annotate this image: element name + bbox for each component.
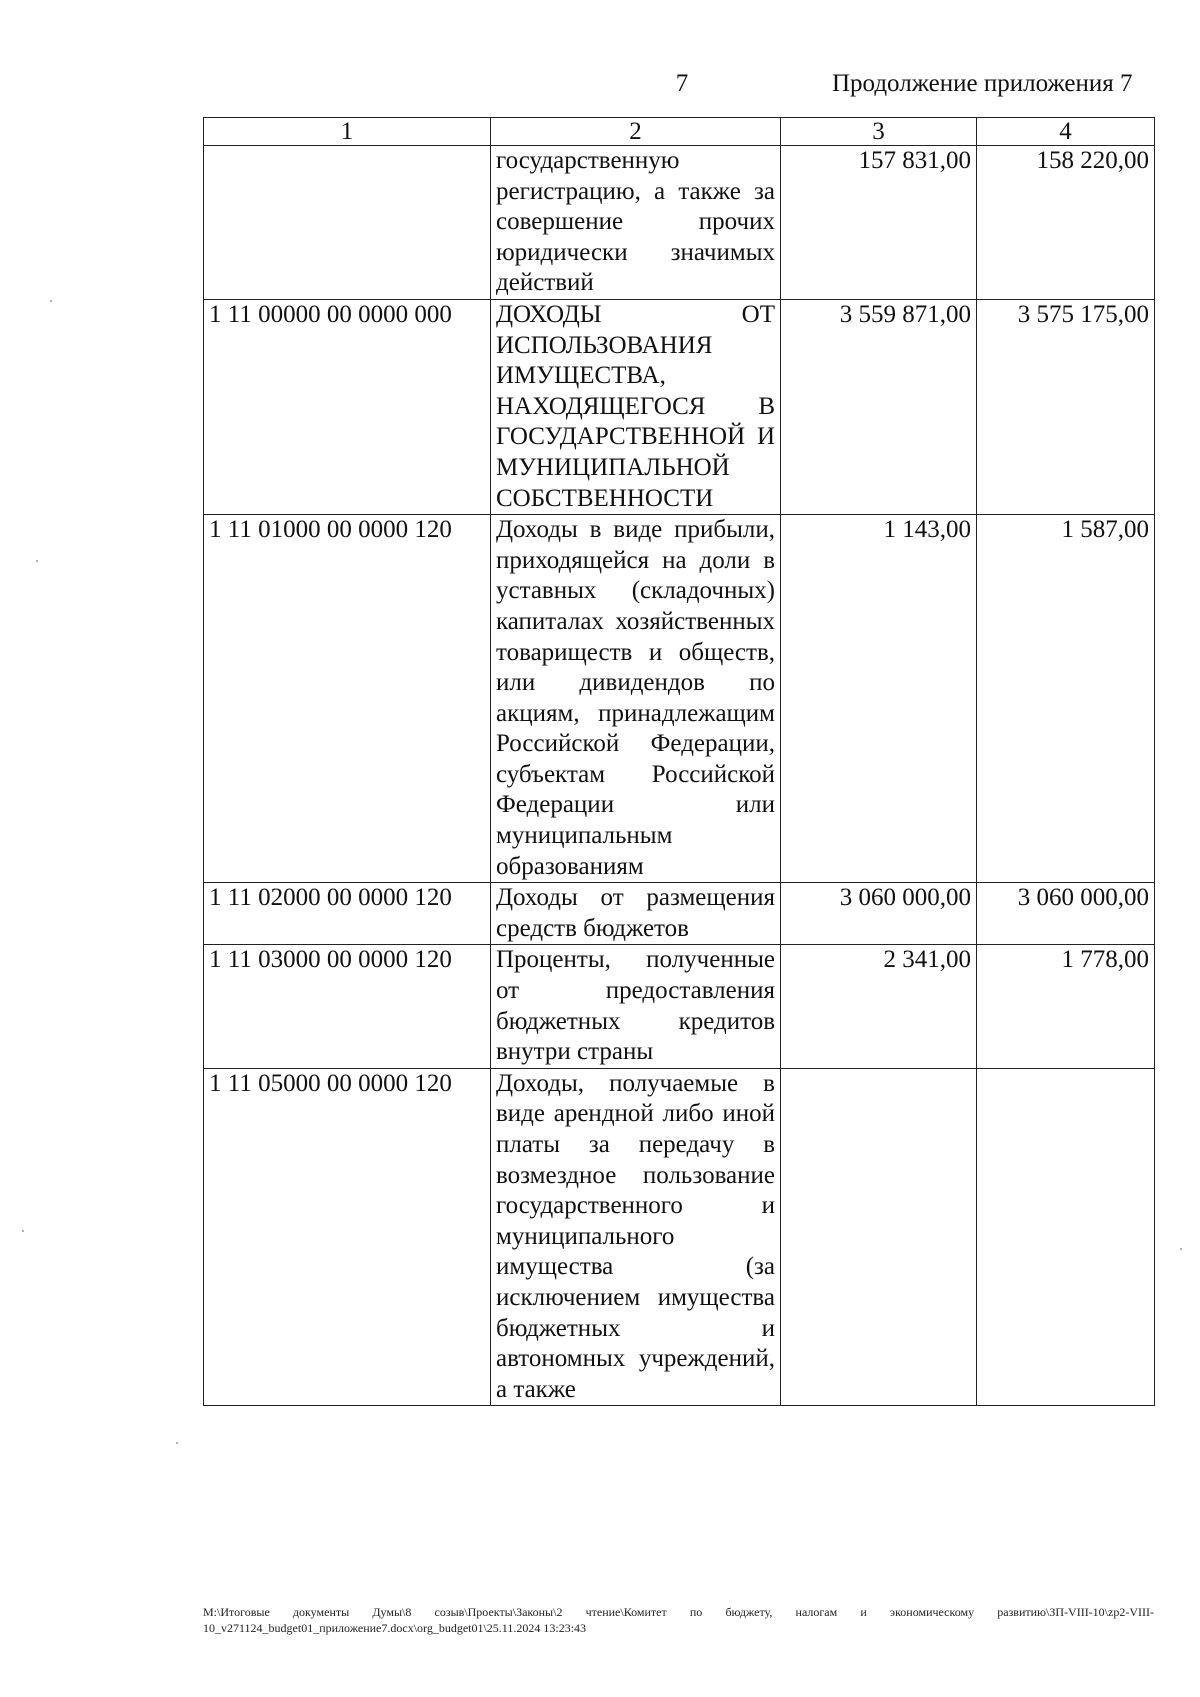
column-header-1: 1 xyxy=(204,118,491,146)
scan-speck xyxy=(22,1230,24,1232)
scan-speck xyxy=(1180,1248,1182,1250)
row-value-col3: 157 831,00 xyxy=(781,146,977,300)
table-row xyxy=(204,515,1155,883)
row-value-col4: 158 220,00 xyxy=(977,146,1155,300)
row-name: Доходы от размещения средств бюджетов xyxy=(491,883,781,945)
column-header-2: 2 xyxy=(491,118,781,146)
row-value-col3: 1 143,00 xyxy=(781,515,977,883)
row-value-col4: 1 587,00 xyxy=(977,515,1155,883)
row-value-col4: 1 778,00 xyxy=(977,945,1155,1068)
continuation-title: Продолжение приложения 7 xyxy=(832,70,1133,97)
row-code: 1 11 03000 00 0000 120 xyxy=(204,945,491,1068)
table-row xyxy=(204,1068,1155,1406)
column-header-3: 3 xyxy=(781,118,977,146)
table-row xyxy=(204,299,1155,514)
row-code: 1 11 05000 00 0000 120 xyxy=(204,1068,491,1406)
row-value-col4 xyxy=(977,1068,1155,1406)
row-value-col3: 2 341,00 xyxy=(781,945,977,1068)
budget-table xyxy=(203,117,1155,1406)
page-number: 7 xyxy=(675,70,689,97)
row-value-col4: 3 575 175,00 xyxy=(977,299,1155,514)
file-path-footer: M:\Итоговые документы Думы\8 созыв\Проекты\Законы\2 чтение\Комитет по бюджету, налогам и экономическому развитию\ЗП-VIII-10\zp2-VIII-10_v271124_budget01_приложение7.docx\org_budget01\25.11.2024 13:23:43 xyxy=(203,1605,1154,1635)
row-code: 1 11 00000 00 0000 000 xyxy=(204,299,491,514)
row-code xyxy=(204,146,491,300)
row-name: государственную регистрацию, а также за совершение прочих юридически значимых действий xyxy=(491,146,781,300)
table-row xyxy=(204,146,1155,300)
table-header-row xyxy=(204,118,1155,146)
row-code: 1 11 02000 00 0000 120 xyxy=(204,883,491,945)
row-value-col4: 3 060 000,00 xyxy=(977,883,1155,945)
scan-speck xyxy=(50,300,52,302)
table-row xyxy=(204,883,1155,945)
row-value-col3: 3 060 000,00 xyxy=(781,883,977,945)
column-header-4: 4 xyxy=(977,118,1155,146)
row-name: Доходы, получаемые в виде арендной либо иной платы за передачу в возмездное пользование государственного и муниципального имущества (за исключением имущества бюджетных и автономных учреждений, а также xyxy=(491,1068,781,1406)
row-value-col3: 3 559 871,00 xyxy=(781,299,977,514)
scan-speck xyxy=(36,560,38,562)
row-name: Доходы в виде прибыли, приходящейся на доли в уставных (складочных) капиталах хозяйственных товариществ и обществ, или дивидендов по акциям, принадлежащим Российской Федерации, субъектам Российской Федерации или муниципальным образованиям xyxy=(491,515,781,883)
row-value-col3 xyxy=(781,1068,977,1406)
row-code: 1 11 01000 00 0000 120 xyxy=(204,515,491,883)
row-name: Проценты, полученные от предоставления бюджетных кредитов внутри страны xyxy=(491,945,781,1068)
table-row xyxy=(204,945,1155,1068)
scan-speck xyxy=(176,1442,178,1444)
row-name: ДОХОДЫ ОТ ИСПОЛЬЗОВАНИЯ ИМУЩЕСТВА, НАХОДЯЩЕГОСЯ В ГОСУДАРСТВЕННОЙ И МУНИЦИПАЛЬНОЙ СОБСТВЕННОСТИ xyxy=(491,299,781,514)
